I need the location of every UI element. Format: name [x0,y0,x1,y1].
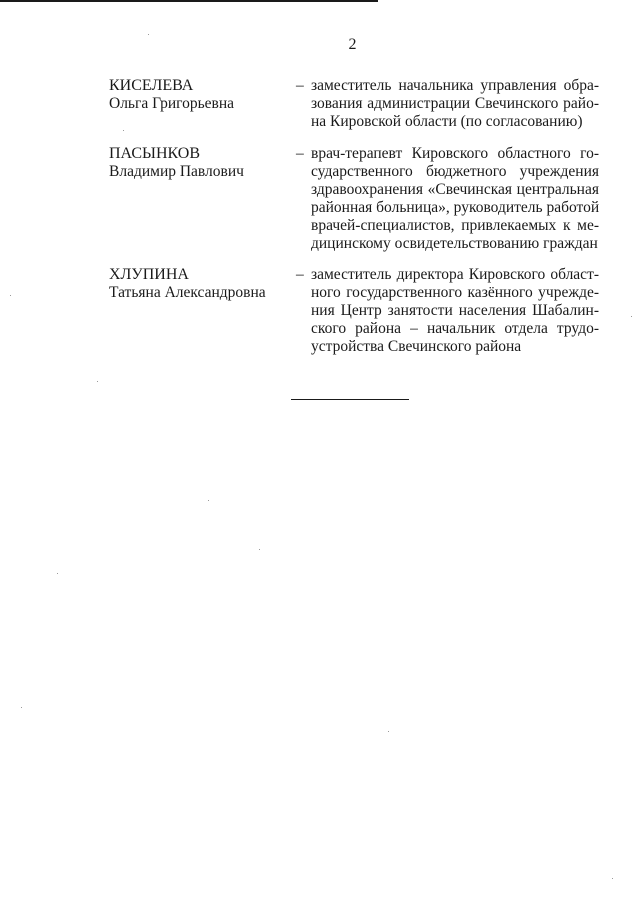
entry-dash: – [296,266,304,283]
member-given-names: Ольга Григорьевна [109,95,235,112]
member-given-names: Татьяна Александровна [109,284,266,301]
top-edge-rule [0,0,378,2]
position-line: заместитель начальника управления обра- [311,77,599,94]
position-line: здравоохранения «Свечинская центральная [311,181,599,198]
member-position [311,145,599,253]
position-line: районная больница», руководитель работой [311,199,600,216]
position-line: ского района – начальник отдела трудо- [311,320,599,337]
entry-dash: – [296,145,304,162]
position-line: устройства Свечинского района [311,338,522,355]
position-line: ного государственного казённого учрежде- [311,284,599,301]
member-name [109,77,289,113]
scan-speck [612,878,613,879]
member-position [311,77,599,131]
scan-speck [123,130,124,131]
scan-speck [259,549,260,550]
member-given-names: Владимир Павлович [109,163,244,180]
page-number: 2 [348,36,357,53]
scan-speck [97,381,98,382]
position-line: на Кировской области (по согласованию) [311,113,583,130]
scan-speck [148,34,149,35]
scan-speck [10,295,11,296]
position-line: ния Центр занятости населения Шабалин- [311,302,599,319]
position-line: сударственного бюджетного учреждения [311,163,599,180]
end-of-list-rule [291,399,409,400]
position-line: врач-терапевт Кировского областного го- [311,145,599,162]
member-surname: ХЛУПИНА [109,266,189,283]
position-line: заместитель директора Кировского област- [311,266,599,283]
scan-speck [208,500,209,501]
entry-dash: – [296,77,304,94]
position-line: зования администрации Свечинского райо- [311,95,599,112]
scan-speck [631,316,632,317]
member-name [109,266,289,302]
member-surname: ПАСЫНКОВ [109,145,200,162]
scan-speck [57,573,58,574]
position-line: врачей-специалистов, привлекаемых к ме- [311,217,599,234]
scan-speck [21,707,22,708]
position-line: дицинскому освидетельствованию граждан [311,235,598,252]
member-name [109,145,289,181]
scan-speck [388,731,389,732]
member-position [311,266,599,356]
member-surname: КИСЕЛЕВА [109,77,194,94]
